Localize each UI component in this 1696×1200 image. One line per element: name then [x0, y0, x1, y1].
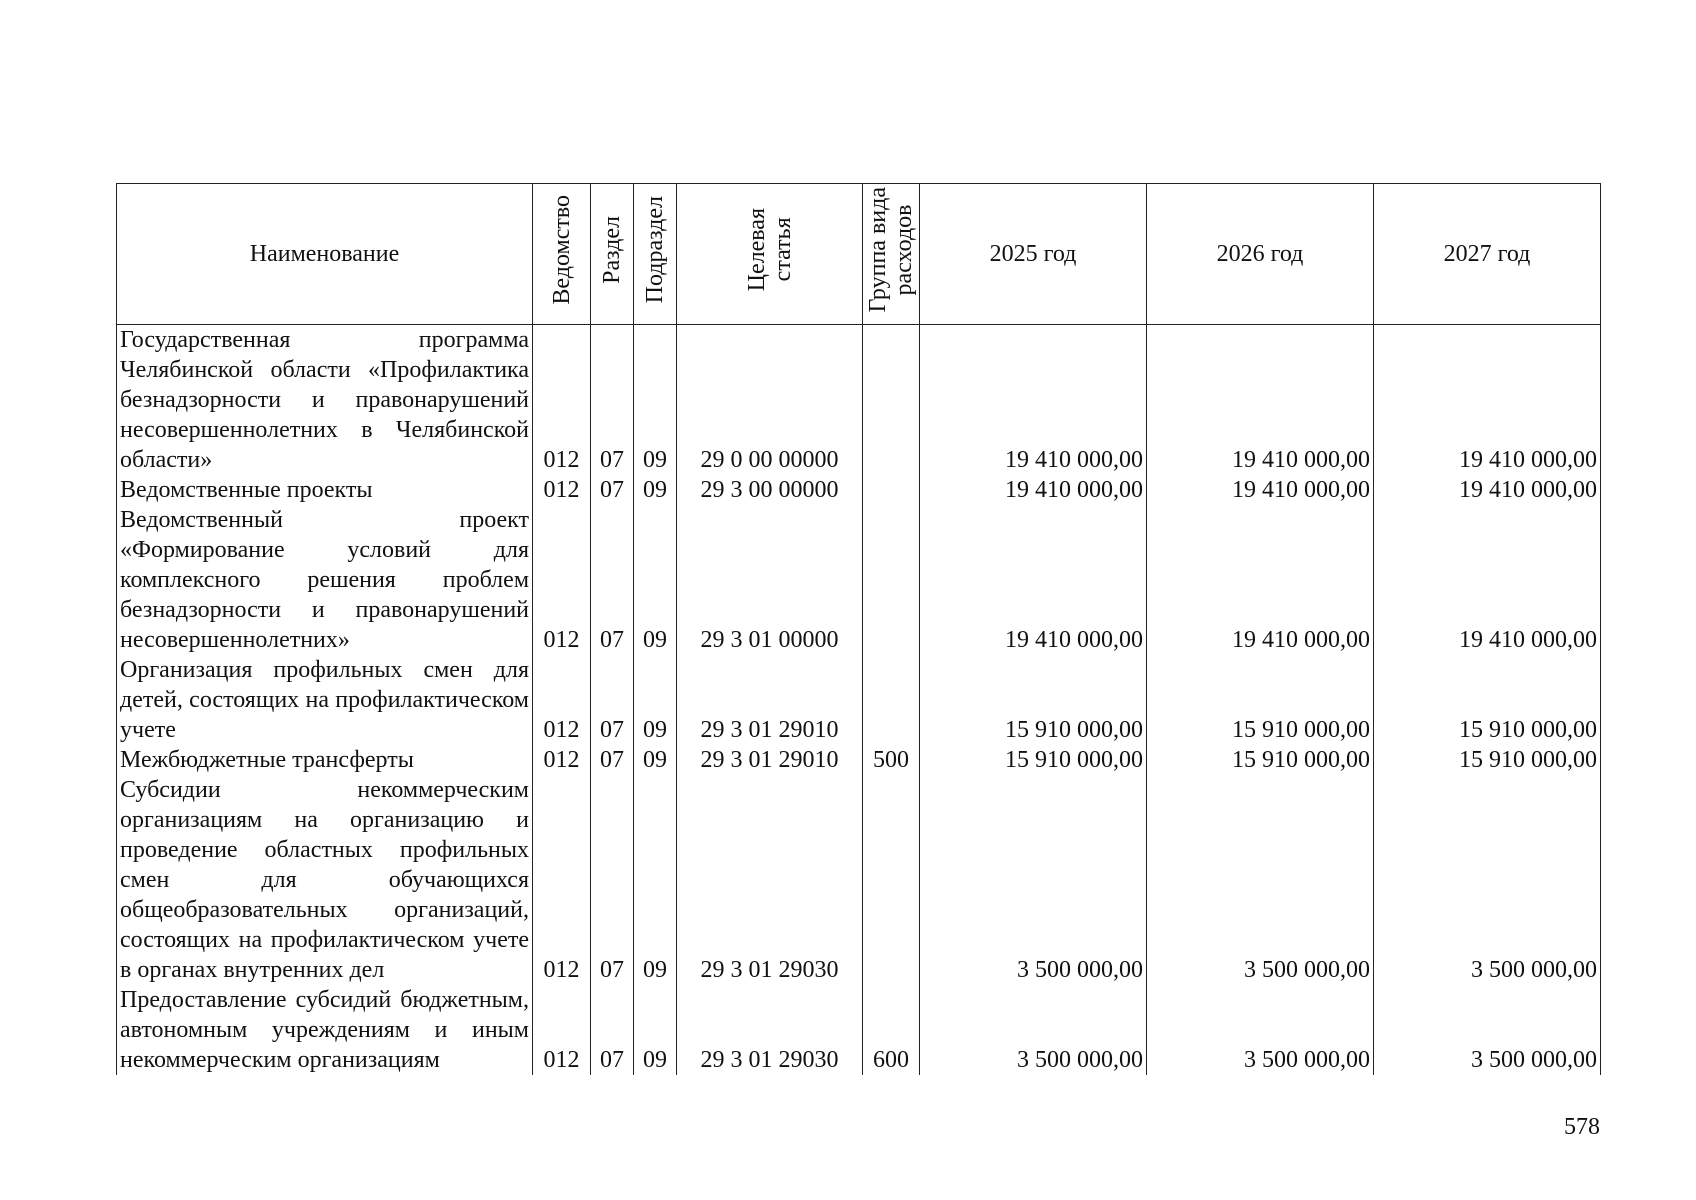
header-subsection — [634, 184, 677, 325]
header-expense-group — [863, 184, 920, 325]
row-name: Государственная программа Челябинской области «Профилактика безнадзорности и правонарушений несовершеннолетних в Челябинской области» — [117, 325, 533, 476]
page-number: 578 — [1564, 1114, 1600, 1140]
row-expense-group — [863, 505, 920, 655]
row-section: 07 — [591, 475, 634, 505]
row-subsection: 09 — [634, 655, 677, 745]
row-amount-2026: 19 410 000,00 — [1147, 475, 1374, 505]
header-year-2026 — [1147, 184, 1374, 325]
row-amount-2026: 3 500 000,00 — [1147, 775, 1374, 985]
row-name: Предоставление субсидий бюджетным, автономным учреждениям и иным некоммерческим организациям — [117, 985, 533, 1075]
row-amount-2027: 3 500 000,00 — [1374, 775, 1601, 985]
row-amount-2026: 3 500 000,00 — [1147, 985, 1374, 1075]
row-amount-2027: 19 410 000,00 — [1374, 505, 1601, 655]
header-department-label: Ведомство — [548, 195, 575, 305]
row-section: 07 — [591, 985, 634, 1075]
header-target-line2: статья — [769, 218, 796, 282]
row-amount-2025: 3 500 000,00 — [920, 985, 1147, 1075]
table-row — [117, 745, 1601, 775]
row-amount-2025: 15 910 000,00 — [920, 655, 1147, 745]
header-target-label — [744, 208, 796, 291]
row-name: Субсидии некоммерческим организациям на организацию и проведение областных профильных смен для обучающихся общеобразовательных организаций, состоящих на профилактическом учете в органах внутренних дел — [117, 775, 533, 985]
row-amount-2025: 3 500 000,00 — [920, 775, 1147, 985]
row-target: 29 3 00 00000 — [677, 475, 863, 505]
header-name — [117, 184, 533, 325]
row-department: 012 — [533, 985, 591, 1075]
row-amount-2027: 15 910 000,00 — [1374, 745, 1601, 775]
row-subsection: 09 — [634, 775, 677, 985]
header-section — [591, 184, 634, 325]
row-section: 07 — [591, 325, 634, 476]
header-row — [117, 184, 1601, 325]
row-expense-group — [863, 775, 920, 985]
row-amount-2025: 19 410 000,00 — [920, 325, 1147, 476]
table-row — [117, 325, 1601, 476]
row-expense-group — [863, 655, 920, 745]
table-row — [117, 985, 1601, 1075]
row-department: 012 — [533, 325, 591, 476]
header-year-2026-label: 2026 год — [1216, 241, 1304, 267]
row-target: 29 3 01 29010 — [677, 655, 863, 745]
row-subsection: 09 — [634, 325, 677, 476]
header-department — [533, 184, 591, 325]
row-expense-group — [863, 475, 920, 505]
row-amount-2025: 15 910 000,00 — [920, 745, 1147, 775]
header-subsection-label: Подраздел — [642, 196, 668, 304]
table-row — [117, 505, 1601, 655]
header-name-label: Наименование — [249, 241, 400, 267]
row-name: Ведомственные проекты — [117, 475, 533, 505]
header-target-line1: Целевая — [743, 208, 770, 292]
row-department: 012 — [533, 775, 591, 985]
row-amount-2027: 19 410 000,00 — [1374, 475, 1601, 505]
row-department: 012 — [533, 745, 591, 775]
header-year-2027 — [1374, 184, 1601, 325]
row-amount-2025: 19 410 000,00 — [920, 505, 1147, 655]
row-expense-group — [863, 325, 920, 476]
header-expense-group-label — [865, 187, 917, 312]
row-subsection: 09 — [634, 985, 677, 1075]
table-header — [117, 184, 1601, 325]
row-amount-2027: 15 910 000,00 — [1374, 655, 1601, 745]
row-department: 012 — [533, 655, 591, 745]
row-section: 07 — [591, 505, 634, 655]
table-row — [117, 475, 1601, 505]
header-section-label: Раздел — [599, 216, 625, 284]
header-year-2027-label: 2027 год — [1443, 241, 1531, 267]
row-name: Ведомственный проект «Формирование условий для комплексного решения проблем безнадзорности и правонарушений несовершеннолетних» — [117, 505, 533, 655]
row-expense-group: 500 — [863, 745, 920, 775]
row-amount-2025: 19 410 000,00 — [920, 475, 1147, 505]
row-subsection: 09 — [634, 475, 677, 505]
table-row — [117, 655, 1601, 745]
row-expense-group: 600 — [863, 985, 920, 1075]
row-name: Организация профильных смен для детей, состоящих на профилактическом учете — [117, 655, 533, 745]
row-department: 012 — [533, 505, 591, 655]
row-amount-2026: 19 410 000,00 — [1147, 325, 1374, 476]
header-year-2025 — [920, 184, 1147, 325]
header-expense-group-line2: расходов — [891, 204, 917, 296]
budget-table — [116, 183, 1601, 1075]
row-target: 29 3 01 29010 — [677, 745, 863, 775]
header-year-2025-label: 2025 год — [989, 241, 1077, 267]
row-amount-2026: 15 910 000,00 — [1147, 655, 1374, 745]
row-target: 29 3 01 29030 — [677, 775, 863, 985]
row-amount-2027: 3 500 000,00 — [1374, 985, 1601, 1075]
row-section: 07 — [591, 655, 634, 745]
row-target: 29 3 01 29030 — [677, 985, 863, 1075]
row-subsection: 09 — [634, 505, 677, 655]
row-amount-2026: 15 910 000,00 — [1147, 745, 1374, 775]
row-amount-2026: 19 410 000,00 — [1147, 505, 1374, 655]
row-department: 012 — [533, 475, 591, 505]
header-expense-group-line1: Группа вида — [865, 187, 891, 313]
table-row — [117, 775, 1601, 985]
row-target: 29 0 00 00000 — [677, 325, 863, 476]
row-name: Межбюджетные трансферты — [117, 745, 533, 775]
row-section: 07 — [591, 775, 634, 985]
row-subsection: 09 — [634, 745, 677, 775]
row-target: 29 3 01 00000 — [677, 505, 863, 655]
header-target — [677, 184, 863, 325]
row-amount-2027: 19 410 000,00 — [1374, 325, 1601, 476]
row-section: 07 — [591, 745, 634, 775]
table-body — [117, 325, 1601, 1076]
